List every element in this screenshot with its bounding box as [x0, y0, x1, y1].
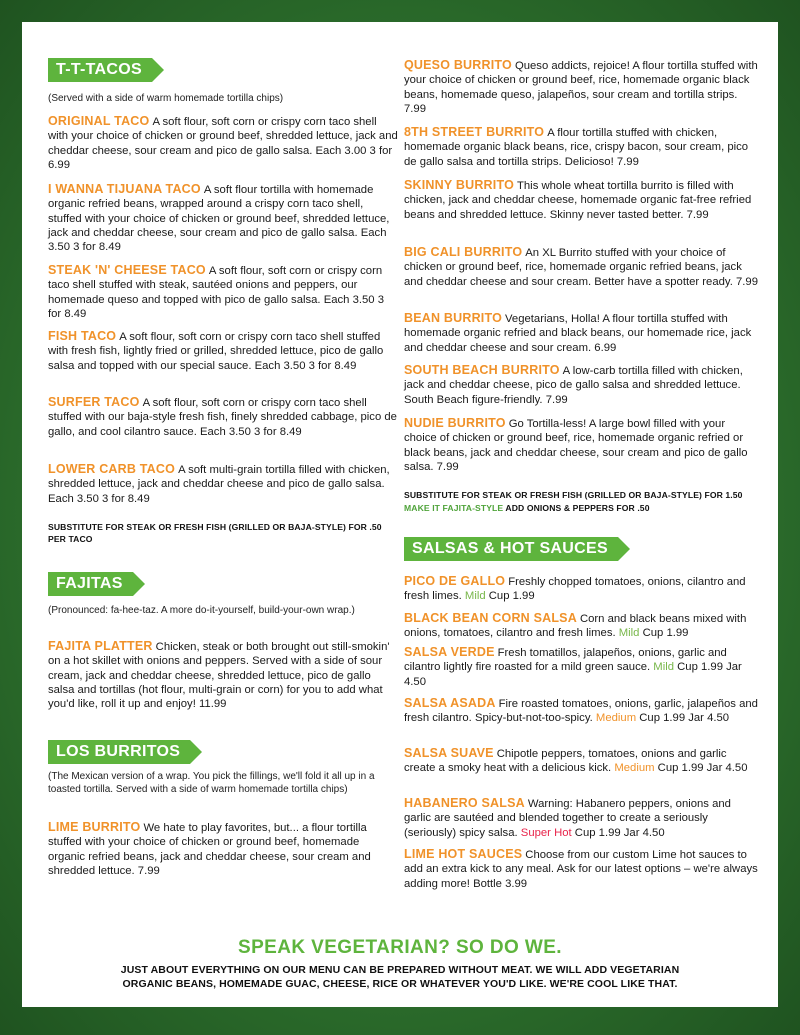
item-desc: Go Tortilla-less! A large bowl filled with your choice of chicken or ground beef, rice, homemade organic refried or black beans, jack and cheddar cheese, sour cream and pico de gallo salsa. 7.99 — [404, 418, 748, 473]
item-name: SALSA SUAVE — [404, 746, 494, 760]
fajita-style-label: MAKE IT FAJITA-STYLE — [404, 503, 504, 513]
item-price: Cup 1.99 Jar 4.50 — [639, 712, 730, 725]
item-price: Cup 1.99 Jar 4.50 — [404, 661, 742, 688]
tacos-note: (Served with a side of warm homemade tortilla chips) — [48, 93, 284, 104]
item-desc: Corn and black beans mixed with onions, tomatoes, cilantro and fresh limes. — [404, 613, 747, 640]
item-desc: A soft flour, soft corn or crispy corn taco shell stuffed with our baja-style fresh fish, finely shredded cabbage, pico de gallo, and cool cilantro sauce. Each 3.50 3 for 8.49 — [48, 397, 397, 438]
item-name: FISH TACO — [48, 329, 117, 343]
item-desc: Queso addicts, rejoice! A flour tortilla stuffed with your choice of chicken or ground beef, rice, homemade organic black beans, homemade queso, jalapeños, sour cream and tortilla strips. 7.99 — [404, 60, 758, 115]
item-desc: A soft multi-grain tortilla filled with chicken, shredded lettuce, jack and cheddar cheese and pico de gallo salsa. Each 3.50 3 for 8.49 — [48, 464, 390, 505]
menu-item — [404, 847, 760, 891]
item-desc: A soft flour, soft corn or crispy corn taco shell stuffed with steak, sautéed onions and peppers, our homemade queso and topped with pico de gallo salsa. Each 3.50 3 for 8.49 — [48, 265, 384, 320]
menu-item — [404, 178, 760, 222]
fajita-style-note — [404, 502, 760, 514]
menu-item — [404, 645, 760, 689]
burritos-note: (The Mexican version of a wrap. You pick the fillings, we'll fold it all up in a toasted tortilla. Served with a side of warm homemade tortilla chips) — [48, 771, 375, 795]
item-desc: A soft flour, soft corn or crispy corn taco shell with your choice of chicken or ground beef, shredded lettuce, jack and cheddar cheese, sour cream and pico de gallo salsa. Each 3.00 3 for 6.99 — [48, 116, 398, 171]
menu-item — [404, 125, 760, 169]
item-name: SALSA VERDE — [404, 645, 495, 659]
fajitas-note: (Pronounced: fa-hee-taz. A more do-it-yourself, build-your-own wrap.) — [48, 605, 355, 616]
item-desc: A flour tortilla stuffed with chicken, homemade organic black beans, rice, crispy bacon, sour cream, pico de gallo salsa and tortilla strips. Delicioso! 7.99 — [404, 127, 749, 168]
item-desc: We hate to play favorites, but... a flour tortilla stuffed with your choice of chicken or ground beef, homemade organic refried beans, jack and cheddar cheese, sour cream and shredded lettuce. 7.99 — [48, 822, 371, 877]
vegetarian-footer — [22, 937, 778, 991]
item-name: LIME HOT SAUCES — [404, 847, 523, 861]
item-desc: Chicken, steak or both brought out still-smokin' on a hot skillet with onions and peppers. Served with a side of sour cream, jack and cheddar cheese, shredded lettuce, pico de gallo salsa and tortillas (hot flour, multi-grain or corn) for you to add what you'd like, roll it up and enjoy! 11.99 — [48, 641, 390, 711]
item-name: FAJITA PLATTER — [48, 639, 153, 653]
menu-item — [48, 395, 398, 439]
item-price: Cup 1.99 Jar 4.50 — [657, 762, 748, 775]
item-desc: A low-carb tortilla filled with chicken, jack and cheddar cheese, pico de gallo salsa and shredded lettuce. South Beach figure-friendly. 7.99 — [404, 365, 743, 406]
menu-item — [404, 574, 760, 604]
menu-item — [404, 696, 760, 726]
menu-item — [404, 796, 760, 840]
menu-item — [48, 114, 398, 172]
item-price: Cup 1.99 — [488, 590, 535, 603]
item-desc: Warning: Habanero peppers, onions and garlic are sautéed and blended together to create a seriously (seriously) spicy salsa. — [404, 798, 731, 839]
menu-item — [48, 263, 398, 321]
menu-item — [404, 611, 760, 641]
heat-level: Super Hot — [520, 826, 572, 839]
item-price: Cup 1.99 — [642, 627, 689, 640]
item-name: ORIGINAL TACO — [48, 114, 150, 128]
fajita-style-text: ADD ONIONS & PEPPERS FOR .50 — [505, 503, 650, 513]
item-name: LOWER CARB TACO — [48, 462, 176, 476]
menu-page — [22, 22, 778, 1007]
heat-level: Medium — [614, 762, 655, 775]
item-name: SALSA ASADA — [404, 696, 496, 710]
menu-item — [48, 329, 398, 373]
menu-item — [48, 639, 398, 711]
item-name: QUESO BURRITO — [404, 58, 512, 72]
menu-item — [404, 746, 760, 776]
item-desc: A soft flour tortilla with homemade organic refried beans, wrapped around a crispy corn taco shell, stuffed with your choice of chicken or ground beef, shredded lettuce, jack and cheddar cheese, sour cream and pico de gallo salsa. Each 3.50 3 for 8.49 — [48, 184, 390, 254]
item-name: PICO DE GALLO — [404, 574, 506, 588]
item-desc: A soft flour, soft corn or crispy corn taco shell stuffed with fresh fish, lightly fried or grilled, shredded lettuce, pico de gallo salsa and topped with our special sauce. Each 3.50 3 for 8.49 — [48, 331, 384, 372]
footer-title: SPEAK VEGETARIAN? SO DO WE. — [238, 937, 562, 958]
menu-item — [404, 363, 760, 407]
item-price: Cup 1.99 Jar 4.50 — [574, 826, 665, 839]
menu-item — [404, 58, 760, 116]
item-name: LIME BURRITO — [48, 820, 141, 834]
menu-item — [404, 416, 760, 474]
item-desc: An XL Burrito stuffed with your choice of chicken or ground beef, rice, homemade organic refried beans, jack and cheddar cheese and sour cream. Better have a spotter ready. 7.99 — [404, 247, 758, 288]
menu-item — [404, 311, 760, 355]
salsas-heading: SALSAS & HOT SAUCES — [404, 537, 618, 561]
heat-level: Mild — [618, 627, 640, 640]
item-desc: Choose from our custom Lime hot sauces to add an extra kick to any meal. Ask for our latest options – we're always adding more! Bottle 3.99 — [404, 849, 758, 890]
menu-item — [404, 245, 760, 289]
item-desc: This whole wheat tortilla burrito is filled with chicken, jack and cheddar cheese, homemade organic fat-free refried beans and shredded lettuce. Skinny never tasted better. 7.99 — [404, 180, 752, 221]
menu-item — [48, 462, 398, 506]
heat-level: Medium — [595, 712, 637, 725]
footer-line-2: ORGANIC BEANS, HOMEMADE GUAC, CHEESE, RICE OR WHATEVER YOU'D LIKE. WE'RE COOL LIKE THAT. — [122, 978, 678, 990]
menu-item — [48, 820, 398, 878]
fajitas-heading: FAJITAS — [48, 572, 133, 596]
item-name: SKINNY BURRITO — [404, 178, 514, 192]
burritos-substitute-note: SUBSTITUTE FOR STEAK OR FRESH FISH (GRILLED OR BAJA-STYLE) FOR 1.50 — [404, 490, 743, 500]
menu-item — [48, 182, 398, 254]
item-name: SOUTH BEACH BURRITO — [404, 363, 560, 377]
item-name: BIG CALI BURRITO — [404, 245, 523, 259]
item-name: NUDIE BURRITO — [404, 416, 506, 430]
item-name: 8TH STREET BURRITO — [404, 125, 545, 139]
burritos-heading: LOS BURRITOS — [48, 740, 190, 764]
item-name: I WANNA TIJUANA TACO — [48, 182, 201, 196]
footer-line-1: JUST ABOUT EVERYTHING ON OUR MENU CAN BE PREPARED WITHOUT MEAT. WE WILL ADD VEGETARIAN — [120, 964, 680, 976]
item-desc: Chipotle peppers, tomatoes, onions and garlic create a smoky heat with a delicious kick. — [404, 748, 727, 775]
tacos-substitute-note: SUBSTITUTE FOR STEAK OR FRESH FISH (GRILLED OR BAJA-STYLE) FOR .50 PER TACO — [48, 522, 382, 544]
item-name: SURFER TACO — [48, 395, 140, 409]
item-desc: Fire roasted tomatoes, onions, garlic, jalapeños and fresh cilantro. Spicy-but-not-too-spicy. — [404, 698, 758, 725]
item-desc: Freshly chopped tomatoes, onions, cilantro and fresh limes. — [404, 576, 746, 603]
heat-level: Mild — [464, 590, 486, 603]
heat-level: Mild — [653, 661, 674, 674]
item-name: STEAK 'N' CHEESE TACO — [48, 263, 206, 277]
tacos-heading: T-T-TACOS — [48, 58, 152, 82]
item-desc: Vegetarians, Holla! A flour tortilla stuffed with homemade organic refried and black beans, our homemade rice, jack and cheddar cheese and sour cream. 6.99 — [404, 313, 752, 354]
item-name: HABANERO SALSA — [404, 796, 525, 810]
item-name: BLACK BEAN CORN SALSA — [404, 611, 577, 625]
item-desc: Fresh tomatillos, jalapeños, onions, garlic and cilantro lightly fire roasted for a mild green sauce. — [404, 647, 727, 674]
item-name: BEAN BURRITO — [404, 311, 503, 325]
